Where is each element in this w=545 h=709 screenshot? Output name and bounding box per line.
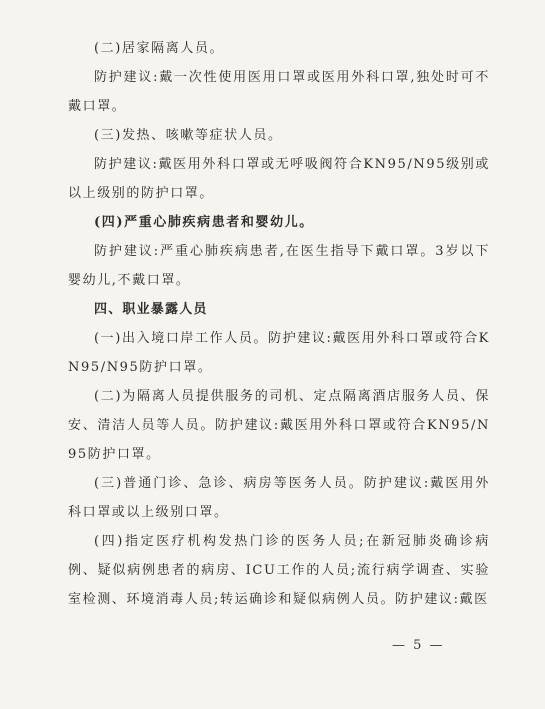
section-heading-occupational: 四、职业暴露人员 (94, 302, 208, 317)
advice-home-isolation: 防护建议:戴一次性使用医用口罩或医用外科口罩,独处时可不戴口罩。 (68, 70, 490, 114)
item-designated-hospital-staff: (四)指定医疗机构发热门诊的医务人员;在新冠肺炎确诊病例、疑似病例患者的病房、ICU工作的人员;流行病学调查、实验室检测、环境消毒人员;转运确诊和疑似病例人员。防护建议:戴医 (68, 534, 490, 607)
subheading-home-isolation: (二)居家隔离人员。 (94, 41, 225, 56)
subheading-symptomatic: (三)发热、咳嗽等症状人员。 (94, 128, 283, 143)
subheading-cardiopulmonary-infants: (四)严重心肺疾病患者和婴幼儿。 (94, 215, 314, 230)
document-body (68, 34, 490, 614)
page-number: — 5 — (392, 638, 445, 653)
advice-symptomatic: 防护建议:戴医用外科口罩或无呼吸阀符合KN95/N95级别或以上级别的防护口罩。 (68, 157, 490, 201)
advice-cardiopulmonary-infants: 防护建议:严重心肺疾病患者,在医生指导下戴口罩。3岁以下婴幼儿,不戴口罩。 (68, 244, 490, 288)
item-isolation-service-staff: (二)为隔离人员提供服务的司机、定点隔离酒店服务人员、保安、清洁人员等人员。防护建议:戴医用外科口罩或符合KN95/N95防护口罩。 (68, 389, 490, 462)
item-general-medical-staff: (三)普通门诊、急诊、病房等医务人员。防护建议:戴医用外科口罩或以上级别口罩。 (68, 476, 490, 520)
item-port-workers: (一)出入境口岸工作人员。防护建议:戴医用外科口罩或符合KN95/N95防护口罩。 (68, 331, 490, 375)
